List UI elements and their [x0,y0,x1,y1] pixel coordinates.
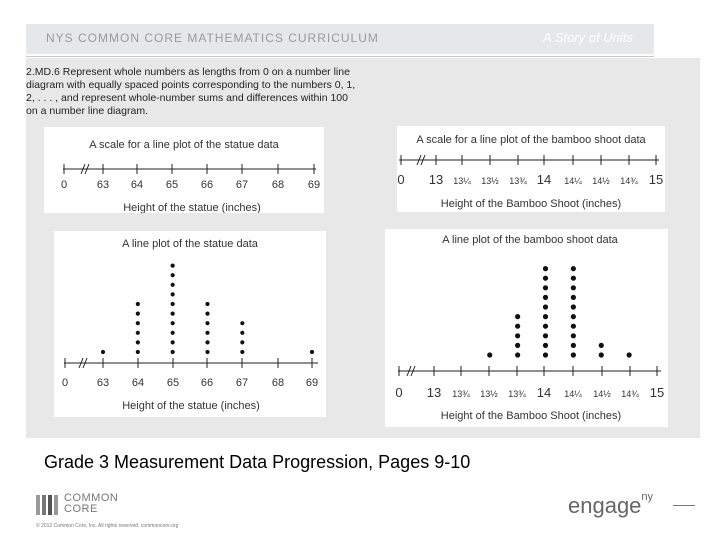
data-dot [571,343,576,348]
tick-label: 13¾ [508,389,526,399]
data-dot [171,264,175,268]
tick-label: 0 [61,377,69,389]
data-dot [571,266,576,271]
data-dot [205,331,209,335]
data-dot [543,324,548,329]
tick-label: 13¾ [509,176,527,186]
statue-scale-figure [44,127,324,213]
data-dot [240,331,244,335]
engage-wordmark: engage [568,493,642,518]
tick-label: 65 [165,179,179,191]
tick-label: 65 [166,377,180,389]
tick-label: 13¼ [453,176,471,186]
tick-label: 67 [235,179,249,191]
standard-description: Represent whole numbers as lengths from 0 on a number line diagram with equally spaced points corresponding to the numbers 0, 1, 2, . . . , and represent whole-number sums and differences within 100 on a number line diagram. [26,66,356,117]
data-dot [171,340,175,344]
axis-label: Height of the Bamboo Shoot (inches) [440,410,622,422]
bamboo-line-plot-panel [385,229,668,427]
axis-label: Height of the statue (inches) [122,400,260,412]
logo-line-2: CORE [64,503,98,515]
data-dot [571,285,576,290]
panel-title: A scale for a line plot of the bamboo shoot data [416,134,646,146]
tick-label: 66 [200,377,214,389]
tick-label: 13½ [480,389,498,399]
standard-text-block [26,66,362,118]
tick-label: 14¾ [621,389,639,399]
data-dot [571,314,576,319]
data-dot [205,312,209,316]
data-dot [571,333,576,338]
tick-label: 13 [426,385,442,400]
data-dot [136,321,140,325]
data-dot [205,340,209,344]
tick-label: 15 [648,172,664,187]
data-dot [543,314,548,319]
header-divider [26,56,654,57]
data-dot [543,276,548,281]
data-dots [101,264,314,355]
tick-label: 0 [395,385,403,400]
data-dot [171,283,175,287]
tick-label: 0 [397,172,405,187]
data-dot [205,350,209,354]
data-dot [171,302,175,306]
data-dot [571,276,576,281]
data-dot [571,352,576,357]
tick-label: 14¼ [564,389,582,399]
data-dot [627,352,632,357]
bamboo-line-plot-figure [385,229,668,427]
data-dot [205,302,209,306]
data-dot [310,350,314,354]
tick-label: 14¾ [620,176,638,186]
data-dot [101,350,105,354]
tick-label: 15 [649,385,665,400]
data-dots [487,266,632,358]
data-dot [543,295,548,300]
data-dot [171,312,175,316]
data-dot [136,340,140,344]
tick-label: 14 [536,172,552,187]
data-dot [136,302,140,306]
engageny-logo [568,493,653,519]
tick-label: 14¼ [564,176,582,186]
tick-label: 64 [130,179,144,191]
data-dot [543,343,548,348]
data-dot [136,331,140,335]
data-dot [171,321,175,325]
tick-label: 67 [235,377,249,389]
data-dot [171,331,175,335]
tick-label: 69 [307,179,321,191]
bamboo-scale-figure [397,126,665,212]
axis-label: Height of the statue (inches) [123,202,261,213]
module-title: A Story of Units [543,30,633,45]
data-dot [571,304,576,309]
common-core-logo-icon [36,495,60,515]
standard-code: 2.MD.6 [26,66,60,78]
tick-label: 68 [271,179,285,191]
panel-title: A line plot of the bamboo shoot data [442,234,618,246]
data-dot [240,350,244,354]
tick-label: 66 [200,179,214,191]
ny-wordmark: ny [641,491,654,503]
data-dot [136,350,140,354]
axis-label: Height of the Bamboo Shoot (inches) [440,198,622,210]
copyright-notice: © 2012 Common Core, Inc. All rights reserved. commoncore.org [36,523,179,529]
tick-label: 14½ [592,176,610,186]
data-dot [571,324,576,329]
tick-label: 63 [96,377,110,389]
tick-label: 63 [96,179,110,191]
common-core-logo [36,493,126,517]
data-dot [515,343,520,348]
data-dot [543,266,548,271]
statue-line-plot-figure [54,231,326,417]
tick-label: 0 [60,179,68,191]
data-dot [171,273,175,277]
data-dot [515,324,520,329]
curriculum-title: NYS COMMON CORE MATHEMATICS CURRICULUM [46,31,379,45]
data-dot [543,333,548,338]
slide-caption: Grade 3 Measurement Data Progression, Pages 9-10 [44,452,471,472]
data-dot [543,304,548,309]
logo-line-1: COMMON [64,492,119,504]
data-dot [571,295,576,300]
data-dot [599,343,604,348]
tick-label: 69 [305,377,319,389]
data-dot [171,350,175,354]
tick-label: 13½ [481,176,499,186]
data-dot [515,352,520,357]
data-dot [487,352,492,357]
tick-label: 13 [428,172,444,187]
data-dot [171,292,175,296]
tick-label: 68 [271,377,285,389]
statue-line-plot-panel [54,231,326,417]
data-dot [543,352,548,357]
data-dot [515,333,520,338]
panel-title: A line plot of the statue data [122,238,258,250]
tick-label: 64 [131,377,145,389]
footer-rule [673,505,695,506]
tick-label: 14½ [593,389,611,399]
data-dot [599,352,604,357]
data-dot [515,314,520,319]
bamboo-scale-panel [397,126,665,212]
data-dot [205,321,209,325]
data-dot [543,285,548,290]
data-dot [240,321,244,325]
tick-label: 13¾ [452,389,470,399]
common-core-wordmark [64,493,118,515]
data-dot [136,312,140,316]
data-dot [240,340,244,344]
tick-label: 14 [536,385,552,400]
panel-title: A scale for a line plot of the statue data [89,139,279,151]
statue-scale-panel [44,127,324,213]
